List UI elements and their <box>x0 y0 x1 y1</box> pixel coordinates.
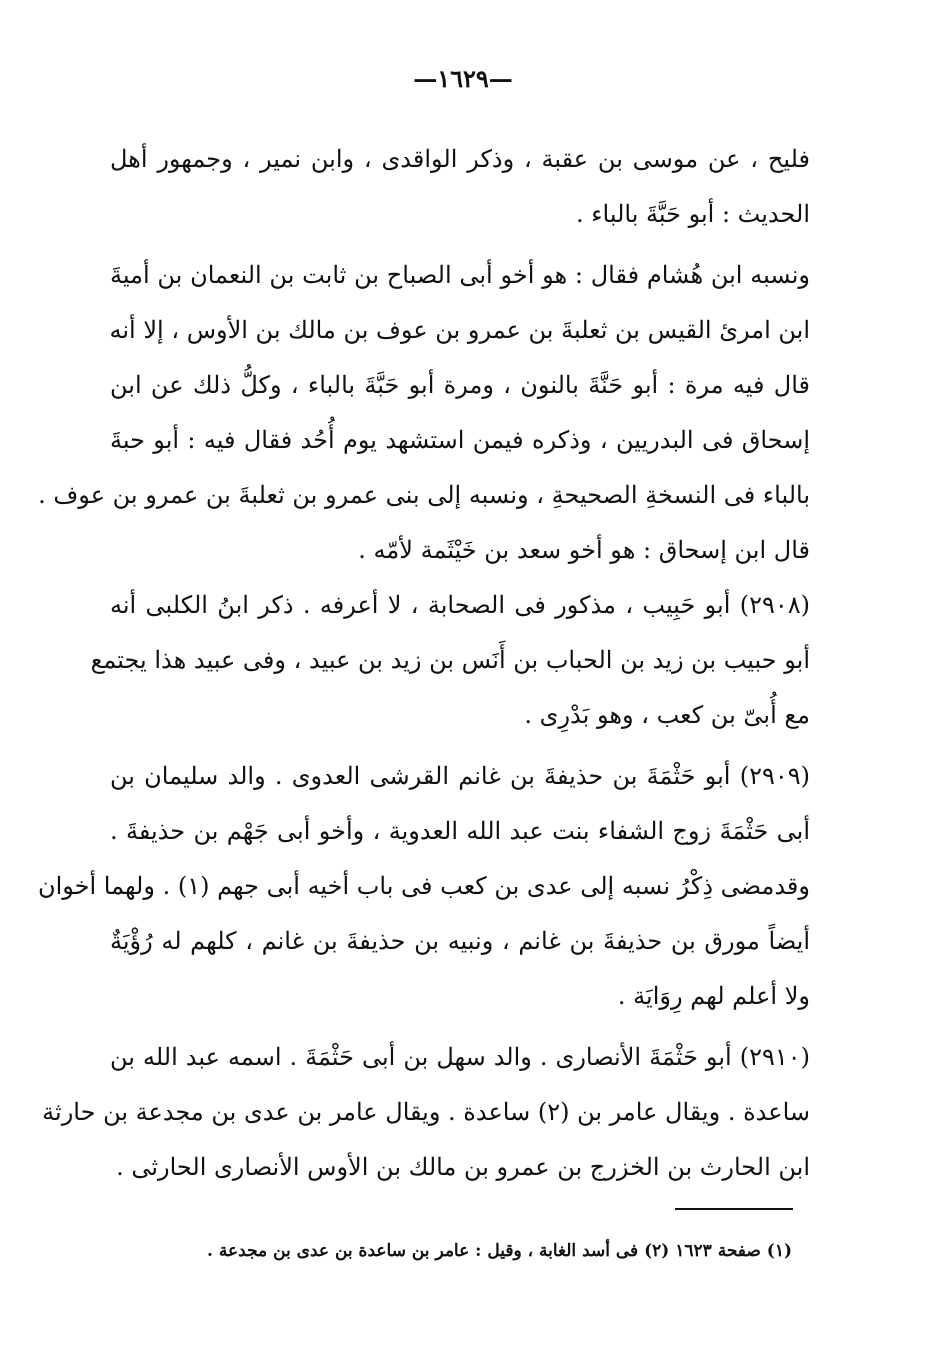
text-line: إسحاق فى البدريين ، وذكره فيمن استشهد يوم أُحُد فقال فيه : أبو حبةَ <box>110 426 810 454</box>
footnotes: (١) صفحة ١٦٢٣ (٢) فى أسد الغابة ، وقيل : عامر بن ساعدة بن عدى بن مجدعة . <box>207 1241 792 1261</box>
text-line: أبى حَثْمَةَ زوج الشفاء بنت عبد الله العدوية ، وأخو أبى جَهْم بن حذيفةَ . <box>110 817 811 845</box>
text-line: (٢٩١٠) أبو حَثْمَةَ الأنصارى . والد سهل بن أبى حَثْمَةَ . اسمه عبد الله بن <box>110 1043 810 1071</box>
text-line: ولا أعلم لهم رِوَايَة . <box>617 982 810 1010</box>
text-line: ابن امرئ القيس بن ثعلبةَ بن عمرو بن عوف بن مالك بن الأوس ، إلا أنه <box>109 316 810 344</box>
paragraph <box>38 248 810 578</box>
text-line: أبو حبيب بن زيد بن الحباب بن أَنَس بن زيد بن عبيد ، وفى عبيد هذا يجتمع <box>90 646 810 674</box>
footnote-divider <box>675 1208 793 1210</box>
main-text <box>37 132 811 1195</box>
text-line: بالباء فى النسخةِ الصحيحةِ ، ونسبه إلى بنى عمرو بن ثعلبةَ بن عمرو بن عوف . <box>38 481 810 509</box>
text-line: أيضاً مورق بن حذيفةَ بن غانم ، ونبيه بن حذيفةَ بن غانم ، كلهم له رُؤْيَةٌ <box>110 927 810 955</box>
text-line: وقدمضى ذِكْرُ نسبه إلى عدى بن كعب فى باب أخيه أبى جهم (١) . ولهما أخوان <box>37 872 810 900</box>
text-line: قال ابن إسحاق : هو أخو سعد بن خَيْثَمة لأمّه . <box>358 536 810 564</box>
paragraph-entry-2910 <box>42 1030 810 1195</box>
text-line: مع أُبىّ بن كعب ، وهو بَدْرِى . <box>524 701 810 729</box>
text-line: فليح ، عن موسى بن عقبة ، وذكر الواقدى ، وابن نمير ، وجمهور أهل <box>110 145 810 173</box>
page-number: —١٦٢٩— <box>413 64 513 93</box>
paragraph-entry-2909 <box>37 749 811 1024</box>
paragraph-entry-2908 <box>90 578 811 743</box>
text-line: الحديث : أبو حَبَّةَ بالباء . <box>575 200 810 228</box>
text-line: (٢٩٠٨) أبو حَبِيب ، مذكور فى الصحابة ، لا أعرفه . ذكر ابنُ الكلبى أنه <box>110 591 811 619</box>
text-line: قال فيه مرة : أبو حَنَّةَ بالنون ، ومرة أبو حَبَّةَ بالباء ، وكلُّ ذلك عن ابن <box>110 371 810 399</box>
text-line: ابن الحارث بن الخزرج بن عمرو بن مالك بن الأوس الأنصارى الحارثى . <box>116 1153 810 1181</box>
text-line: ساعدة . ويقال عامر بن (٢) ساعدة . ويقال عامر بن عدى بن مجدعة بن حارثة <box>42 1098 810 1126</box>
text-line: (٢٩٠٩) أبو حَثْمَةَ بن حذيفةَ بن غانم القرشى العدوى . والد سليمان بن <box>110 762 810 790</box>
text-line: ونسبه ابن هُشام فقال : هو أخو أبى الصباح بن ثابت بن النعمان بن أميةَ <box>110 261 810 289</box>
paragraph <box>110 132 810 242</box>
